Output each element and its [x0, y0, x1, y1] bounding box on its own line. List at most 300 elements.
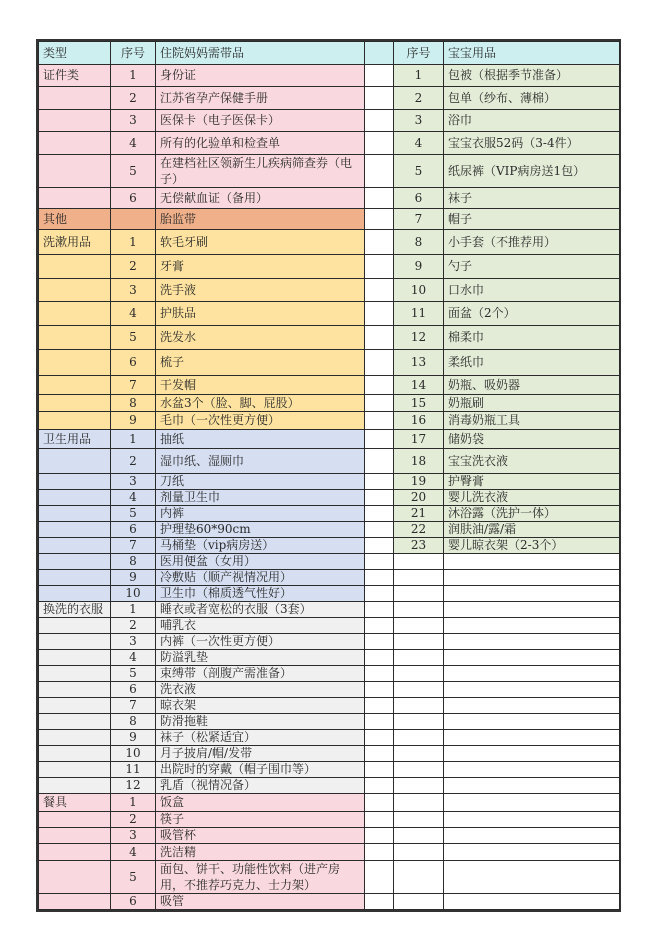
cell-type[interactable]: 餐具	[39, 794, 111, 812]
cell-spacer[interactable]	[365, 230, 394, 255]
header-mom-seq[interactable]: 序号	[111, 42, 156, 65]
cell-baby-item[interactable]	[444, 602, 620, 618]
cell-mom-seq[interactable]: 6	[111, 350, 156, 376]
cell-spacer[interactable]	[365, 554, 394, 570]
table-row	[39, 554, 620, 570]
cell-baby-item[interactable]	[444, 778, 620, 794]
cell-mom-item[interactable]: 晾衣架	[156, 698, 365, 714]
cell-mom-item[interactable]: 无偿献血证（备用）	[156, 188, 365, 209]
checklist-spreadsheet	[36, 39, 621, 912]
cell-mom-seq[interactable]: 12	[111, 778, 156, 794]
cell-mom-seq[interactable]: 9	[111, 570, 156, 586]
cell-type[interactable]	[39, 506, 111, 522]
cell-spacer[interactable]	[365, 430, 394, 449]
table-row	[39, 762, 620, 778]
cell-mom-item[interactable]: 出院时的穿戴（帽子围巾等）	[156, 762, 365, 778]
cell-mom-item[interactable]: 护肤品	[156, 302, 365, 326]
cell-spacer[interactable]	[365, 412, 394, 430]
cell-mom-item[interactable]: 江苏省孕产保健手册	[156, 87, 365, 110]
cell-mom-item[interactable]: 月子披肩/帽/发带	[156, 746, 365, 762]
cell-type[interactable]	[39, 861, 111, 894]
cell-baby-seq[interactable]: 18	[394, 449, 444, 474]
cell-mom-seq[interactable]: 3	[111, 279, 156, 302]
table-row	[39, 618, 620, 634]
table-row	[39, 602, 620, 618]
cell-mom-seq[interactable]: 2	[111, 812, 156, 828]
hospital-bag-table	[38, 41, 620, 910]
cell-type[interactable]	[39, 730, 111, 746]
cell-mom-item[interactable]: 洗发水	[156, 326, 365, 350]
cell-mom-item[interactable]: 睡衣或者宽松的衣服（3套）	[156, 602, 365, 618]
cell-spacer[interactable]	[365, 634, 394, 650]
cell-baby-item[interactable]: 帽子	[444, 209, 620, 230]
cell-type[interactable]	[39, 762, 111, 778]
cell-baby-seq[interactable]: 5	[394, 155, 444, 188]
cell-baby-seq[interactable]: 23	[394, 538, 444, 554]
table-row	[39, 209, 620, 230]
cell-type[interactable]	[39, 538, 111, 554]
cell-mom-seq[interactable]: 10	[111, 746, 156, 762]
cell-baby-seq[interactable]: 8	[394, 230, 444, 255]
cell-mom-item[interactable]: 筷子	[156, 812, 365, 828]
cell-spacer[interactable]	[365, 812, 394, 828]
table-row	[39, 412, 620, 430]
cell-baby-item[interactable]: 宝宝洗衣液	[444, 449, 620, 474]
cell-type[interactable]	[39, 376, 111, 395]
cell-baby-seq[interactable]	[394, 746, 444, 762]
cell-baby-item[interactable]: 润肤油/露/霜	[444, 522, 620, 538]
cell-baby-item[interactable]	[444, 828, 620, 844]
cell-baby-item[interactable]	[444, 812, 620, 828]
cell-baby-item[interactable]	[444, 698, 620, 714]
cell-mom-item[interactable]: 面包、饼干、功能性饮料（进产房用，不推荐巧克力、士力架）	[156, 861, 365, 894]
cell-baby-seq[interactable]	[394, 812, 444, 828]
cell-spacer[interactable]	[365, 714, 394, 730]
table-row	[39, 474, 620, 490]
cell-type[interactable]	[39, 255, 111, 279]
cell-type[interactable]	[39, 698, 111, 714]
table-row	[39, 746, 620, 762]
cell-type[interactable]	[39, 586, 111, 602]
cell-spacer[interactable]	[365, 65, 394, 87]
cell-mom-item[interactable]: 防滑拖鞋	[156, 714, 365, 730]
cell-spacer[interactable]	[365, 188, 394, 209]
table-row	[39, 570, 620, 586]
cell-mom-seq[interactable]: 4	[111, 302, 156, 326]
cell-spacer[interactable]	[365, 522, 394, 538]
cell-mom-seq[interactable]: 7	[111, 698, 156, 714]
cell-type[interactable]	[39, 326, 111, 350]
cell-type[interactable]	[39, 894, 111, 910]
cell-baby-item[interactable]: 奶瓶刷	[444, 395, 620, 412]
cell-type[interactable]: 证件类	[39, 65, 111, 87]
cell-baby-item[interactable]	[444, 794, 620, 812]
cell-baby-seq[interactable]	[394, 554, 444, 570]
cell-mom-item[interactable]: 饭盒	[156, 794, 365, 812]
cell-spacer[interactable]	[365, 209, 394, 230]
cell-spacer[interactable]	[365, 778, 394, 794]
cell-baby-item[interactable]	[444, 844, 620, 861]
cell-mom-item[interactable]: 防溢乳垫	[156, 650, 365, 666]
cell-baby-item[interactable]: 包单（纱布、薄棉）	[444, 87, 620, 110]
cell-mom-item[interactable]: 在建档社区领新生儿疾病筛查券（电子）	[156, 155, 365, 188]
cell-mom-item[interactable]: 冷敷贴（顺产视情况用）	[156, 570, 365, 586]
cell-baby-seq[interactable]	[394, 778, 444, 794]
cell-baby-seq[interactable]	[394, 634, 444, 650]
cell-baby-item[interactable]	[444, 586, 620, 602]
cell-spacer[interactable]	[365, 395, 394, 412]
cell-baby-item[interactable]: 面盆（2个）	[444, 302, 620, 326]
cell-baby-seq[interactable]: 20	[394, 490, 444, 506]
cell-mom-seq[interactable]: 2	[111, 255, 156, 279]
cell-mom-seq[interactable]: 4	[111, 490, 156, 506]
cell-type[interactable]: 卫生用品	[39, 430, 111, 449]
cell-baby-item[interactable]: 浴巾	[444, 110, 620, 132]
cell-mom-item[interactable]: 剂量卫生巾	[156, 490, 365, 506]
cell-mom-seq[interactable]: 5	[111, 861, 156, 894]
cell-spacer[interactable]	[365, 449, 394, 474]
cell-mom-seq[interactable]: 8	[111, 714, 156, 730]
table-row	[39, 730, 620, 746]
cell-baby-seq[interactable]	[394, 844, 444, 861]
cell-type[interactable]	[39, 302, 111, 326]
cell-baby-seq[interactable]	[394, 698, 444, 714]
cell-baby-seq[interactable]: 15	[394, 395, 444, 412]
cell-mom-seq[interactable]: 9	[111, 412, 156, 430]
cell-baby-item[interactable]: 消毒奶瓶工具	[444, 412, 620, 430]
cell-mom-seq[interactable]: 4	[111, 650, 156, 666]
cell-baby-item[interactable]: 沐浴露（洗护一体）	[444, 506, 620, 522]
cell-mom-seq[interactable]: 8	[111, 395, 156, 412]
cell-spacer[interactable]	[365, 894, 394, 910]
cell-spacer[interactable]	[365, 302, 394, 326]
cell-baby-seq[interactable]	[394, 618, 444, 634]
cell-baby-seq[interactable]	[394, 666, 444, 682]
cell-spacer[interactable]	[365, 376, 394, 395]
cell-baby-item[interactable]: 婴儿洗衣液	[444, 490, 620, 506]
table-row	[39, 714, 620, 730]
cell-baby-seq[interactable]: 21	[394, 506, 444, 522]
cell-type[interactable]	[39, 279, 111, 302]
cell-baby-item[interactable]	[444, 682, 620, 698]
table-row	[39, 87, 620, 110]
cell-baby-seq[interactable]	[394, 861, 444, 894]
cell-mom-seq[interactable]: 2	[111, 87, 156, 110]
cell-type[interactable]	[39, 828, 111, 844]
cell-type[interactable]	[39, 474, 111, 490]
cell-spacer[interactable]	[365, 602, 394, 618]
cell-mom-seq[interactable]: 5	[111, 666, 156, 682]
cell-baby-item[interactable]	[444, 570, 620, 586]
cell-baby-item[interactable]	[444, 634, 620, 650]
cell-baby-seq[interactable]	[394, 570, 444, 586]
cell-mom-seq[interactable]: 1	[111, 430, 156, 449]
header-mom-item[interactable]: 住院妈妈需带品	[156, 42, 365, 65]
cell-type[interactable]: 其他	[39, 209, 111, 230]
cell-mom-item[interactable]: 软毛牙刷	[156, 230, 365, 255]
cell-mom-item[interactable]: 干发帽	[156, 376, 365, 395]
cell-mom-seq[interactable]: 4	[111, 844, 156, 861]
table-row	[39, 794, 620, 812]
cell-spacer[interactable]	[365, 698, 394, 714]
cell-spacer[interactable]	[365, 762, 394, 778]
cell-type[interactable]	[39, 570, 111, 586]
cell-mom-seq[interactable]: 4	[111, 132, 156, 155]
cell-mom-item[interactable]: 内裤（一次性更方便）	[156, 634, 365, 650]
cell-baby-item[interactable]	[444, 666, 620, 682]
header-baby-item[interactable]: 宝宝用品	[444, 42, 620, 65]
cell-baby-item[interactable]: 婴儿晾衣架（2-3个）	[444, 538, 620, 554]
cell-mom-item[interactable]: 湿巾纸、湿厕巾	[156, 449, 365, 474]
cell-type[interactable]	[39, 812, 111, 828]
cell-mom-item[interactable]: 护理垫60*90cm	[156, 522, 365, 538]
cell-mom-seq[interactable]: 5	[111, 326, 156, 350]
cell-spacer[interactable]	[365, 828, 394, 844]
cell-type[interactable]	[39, 449, 111, 474]
cell-mom-item[interactable]: 洗洁精	[156, 844, 365, 861]
cell-baby-item[interactable]	[444, 554, 620, 570]
cell-baby-item[interactable]	[444, 762, 620, 778]
cell-baby-item[interactable]	[444, 730, 620, 746]
cell-mom-item[interactable]: 刀纸	[156, 474, 365, 490]
cell-mom-seq[interactable]: 6	[111, 188, 156, 209]
cell-mom-item[interactable]: 牙膏	[156, 255, 365, 279]
cell-mom-seq[interactable]: 5	[111, 155, 156, 188]
cell-spacer[interactable]	[365, 794, 394, 812]
cell-type[interactable]	[39, 778, 111, 794]
cell-type[interactable]	[39, 87, 111, 110]
cell-mom-seq[interactable]: 1	[111, 602, 156, 618]
cell-baby-item[interactable]	[444, 746, 620, 762]
cell-mom-seq[interactable]: 5	[111, 506, 156, 522]
cell-baby-item[interactable]: 包被（根据季节准备）	[444, 65, 620, 87]
cell-mom-item[interactable]: 所有的化验单和检查单	[156, 132, 365, 155]
cell-mom-item[interactable]: 洗手液	[156, 279, 365, 302]
cell-baby-item[interactable]: 勺子	[444, 255, 620, 279]
cell-baby-item[interactable]: 奶瓶、吸奶器	[444, 376, 620, 395]
cell-mom-item[interactable]: 梳子	[156, 350, 365, 376]
cell-baby-seq[interactable]: 12	[394, 326, 444, 350]
table-row	[39, 230, 620, 255]
table-row	[39, 506, 620, 522]
cell-mom-item[interactable]: 哺乳衣	[156, 618, 365, 634]
cell-mom-seq[interactable]: 3	[111, 474, 156, 490]
cell-spacer[interactable]	[365, 490, 394, 506]
cell-mom-seq[interactable]: 6	[111, 682, 156, 698]
cell-mom-seq[interactable]: 7	[111, 376, 156, 395]
cell-mom-item[interactable]: 洗衣液	[156, 682, 365, 698]
cell-spacer[interactable]	[365, 586, 394, 602]
cell-mom-item[interactable]: 医用便盆（女用）	[156, 554, 365, 570]
cell-baby-seq[interactable]: 4	[394, 132, 444, 155]
table-row	[39, 861, 620, 894]
cell-mom-seq[interactable]: 1	[111, 794, 156, 812]
cell-baby-seq[interactable]: 14	[394, 376, 444, 395]
cell-baby-seq[interactable]	[394, 682, 444, 698]
cell-mom-seq[interactable]: 1	[111, 65, 156, 87]
header-spacer[interactable]	[365, 42, 394, 65]
header-row	[39, 42, 620, 65]
table-row	[39, 326, 620, 350]
cell-baby-item[interactable]	[444, 714, 620, 730]
header-type[interactable]: 类型	[39, 42, 111, 65]
cell-baby-seq[interactable]	[394, 794, 444, 812]
cell-mom-item[interactable]: 毛巾（一次性更方便）	[156, 412, 365, 430]
table-row	[39, 376, 620, 395]
table-row	[39, 430, 620, 449]
cell-type[interactable]	[39, 350, 111, 376]
table-row	[39, 188, 620, 209]
cell-baby-seq[interactable]	[394, 730, 444, 746]
cell-baby-item[interactable]: 口水巾	[444, 279, 620, 302]
cell-baby-item[interactable]: 护臀膏	[444, 474, 620, 490]
cell-baby-seq[interactable]: 1	[394, 65, 444, 87]
cell-spacer[interactable]	[365, 155, 394, 188]
cell-mom-seq[interactable]: 10	[111, 586, 156, 602]
cell-baby-seq[interactable]: 10	[394, 279, 444, 302]
header-baby-seq[interactable]: 序号	[394, 42, 444, 65]
cell-baby-seq[interactable]: 16	[394, 412, 444, 430]
cell-mom-seq[interactable]: 6	[111, 894, 156, 910]
cell-baby-seq[interactable]: 22	[394, 522, 444, 538]
cell-spacer[interactable]	[365, 844, 394, 861]
cell-spacer[interactable]	[365, 570, 394, 586]
cell-spacer[interactable]	[365, 506, 394, 522]
cell-mom-item[interactable]: 抽纸	[156, 430, 365, 449]
cell-spacer[interactable]	[365, 326, 394, 350]
cell-type[interactable]	[39, 188, 111, 209]
cell-mom-seq[interactable]: 3	[111, 110, 156, 132]
cell-mom-item[interactable]: 袜子（松紧适宜）	[156, 730, 365, 746]
cell-baby-item[interactable]: 储奶袋	[444, 430, 620, 449]
cell-baby-seq[interactable]	[394, 828, 444, 844]
cell-mom-seq[interactable]: 6	[111, 522, 156, 538]
cell-baby-item[interactable]: 小手套（不推荐用）	[444, 230, 620, 255]
cell-baby-item[interactable]	[444, 650, 620, 666]
cell-type[interactable]	[39, 522, 111, 538]
cell-type[interactable]	[39, 110, 111, 132]
cell-baby-seq[interactable]: 6	[394, 188, 444, 209]
cell-mom-item[interactable]: 内裤	[156, 506, 365, 522]
cell-spacer[interactable]	[365, 666, 394, 682]
cell-spacer[interactable]	[365, 682, 394, 698]
cell-spacer[interactable]	[365, 746, 394, 762]
cell-baby-item[interactable]: 棉柔巾	[444, 326, 620, 350]
cell-type[interactable]	[39, 746, 111, 762]
cell-type[interactable]	[39, 634, 111, 650]
cell-baby-item[interactable]	[444, 861, 620, 894]
cell-type[interactable]	[39, 844, 111, 861]
cell-baby-seq[interactable]	[394, 650, 444, 666]
cell-baby-seq[interactable]: 17	[394, 430, 444, 449]
cell-type[interactable]	[39, 412, 111, 430]
cell-mom-seq[interactable]: 8	[111, 554, 156, 570]
cell-baby-item[interactable]	[444, 618, 620, 634]
cell-mom-item[interactable]: 吸管	[156, 894, 365, 910]
cell-type[interactable]	[39, 132, 111, 155]
cell-type[interactable]	[39, 554, 111, 570]
cell-mom-seq[interactable]: 9	[111, 730, 156, 746]
cell-mom-seq[interactable]: 3	[111, 634, 156, 650]
cell-baby-seq[interactable]: 11	[394, 302, 444, 326]
cell-baby-item[interactable]: 柔纸巾	[444, 350, 620, 376]
table-row	[39, 110, 620, 132]
cell-spacer[interactable]	[365, 350, 394, 376]
cell-mom-seq[interactable]: 2	[111, 449, 156, 474]
cell-mom-item[interactable]: 卫生巾（棉质透气性好）	[156, 586, 365, 602]
cell-type[interactable]	[39, 618, 111, 634]
cell-mom-seq[interactable]: 3	[111, 828, 156, 844]
cell-baby-seq[interactable]: 7	[394, 209, 444, 230]
cell-mom-item[interactable]: 束缚带（剖腹产需准备）	[156, 666, 365, 682]
cell-baby-item[interactable]	[444, 894, 620, 910]
cell-mom-seq[interactable]	[111, 209, 156, 230]
cell-baby-seq[interactable]	[394, 762, 444, 778]
cell-type[interactable]	[39, 714, 111, 730]
cell-spacer[interactable]	[365, 87, 394, 110]
cell-baby-seq[interactable]: 2	[394, 87, 444, 110]
cell-baby-seq[interactable]	[394, 602, 444, 618]
table-row	[39, 395, 620, 412]
cell-mom-item[interactable]: 身份证	[156, 65, 365, 87]
cell-spacer[interactable]	[365, 255, 394, 279]
cell-mom-seq[interactable]: 7	[111, 538, 156, 554]
cell-baby-seq[interactable]: 19	[394, 474, 444, 490]
cell-mom-item[interactable]: 马桶垫（vip病房送）	[156, 538, 365, 554]
cell-baby-seq[interactable]	[394, 586, 444, 602]
cell-mom-item[interactable]: 医保卡（电子医保卡）	[156, 110, 365, 132]
cell-spacer[interactable]	[365, 618, 394, 634]
cell-type[interactable]	[39, 666, 111, 682]
cell-baby-seq[interactable]: 9	[394, 255, 444, 279]
cell-mom-item[interactable]: 乳盾（视情况备）	[156, 778, 365, 794]
table-row	[39, 522, 620, 538]
table-row	[39, 778, 620, 794]
cell-type[interactable]: 洗漱用品	[39, 230, 111, 255]
cell-spacer[interactable]	[365, 279, 394, 302]
cell-spacer[interactable]	[365, 861, 394, 894]
cell-spacer[interactable]	[365, 730, 394, 746]
cell-type[interactable]: 换洗的衣服	[39, 602, 111, 618]
cell-baby-seq[interactable]	[394, 894, 444, 910]
cell-spacer[interactable]	[365, 110, 394, 132]
cell-mom-item[interactable]: 吸管杯	[156, 828, 365, 844]
cell-baby-item[interactable]: 宝宝衣服52码（3-4件）	[444, 132, 620, 155]
cell-baby-item[interactable]: 袜子	[444, 188, 620, 209]
cell-mom-seq[interactable]: 1	[111, 230, 156, 255]
cell-type[interactable]	[39, 490, 111, 506]
cell-type[interactable]	[39, 650, 111, 666]
cell-type[interactable]	[39, 682, 111, 698]
cell-baby-seq[interactable]: 3	[394, 110, 444, 132]
cell-mom-item[interactable]: 水盆3个（脸、脚、屁股）	[156, 395, 365, 412]
cell-mom-item[interactable]: 胎监带	[156, 209, 365, 230]
cell-type[interactable]	[39, 155, 111, 188]
cell-baby-seq[interactable]: 13	[394, 350, 444, 376]
table-row	[39, 132, 620, 155]
cell-baby-item[interactable]: 纸尿裤（VIP病房送1包）	[444, 155, 620, 188]
cell-spacer[interactable]	[365, 538, 394, 554]
cell-spacer[interactable]	[365, 650, 394, 666]
cell-mom-seq[interactable]: 11	[111, 762, 156, 778]
table-row	[39, 894, 620, 910]
cell-type[interactable]	[39, 395, 111, 412]
cell-mom-seq[interactable]: 2	[111, 618, 156, 634]
cell-baby-seq[interactable]	[394, 714, 444, 730]
cell-spacer[interactable]	[365, 132, 394, 155]
cell-spacer[interactable]	[365, 474, 394, 490]
table-row	[39, 666, 620, 682]
